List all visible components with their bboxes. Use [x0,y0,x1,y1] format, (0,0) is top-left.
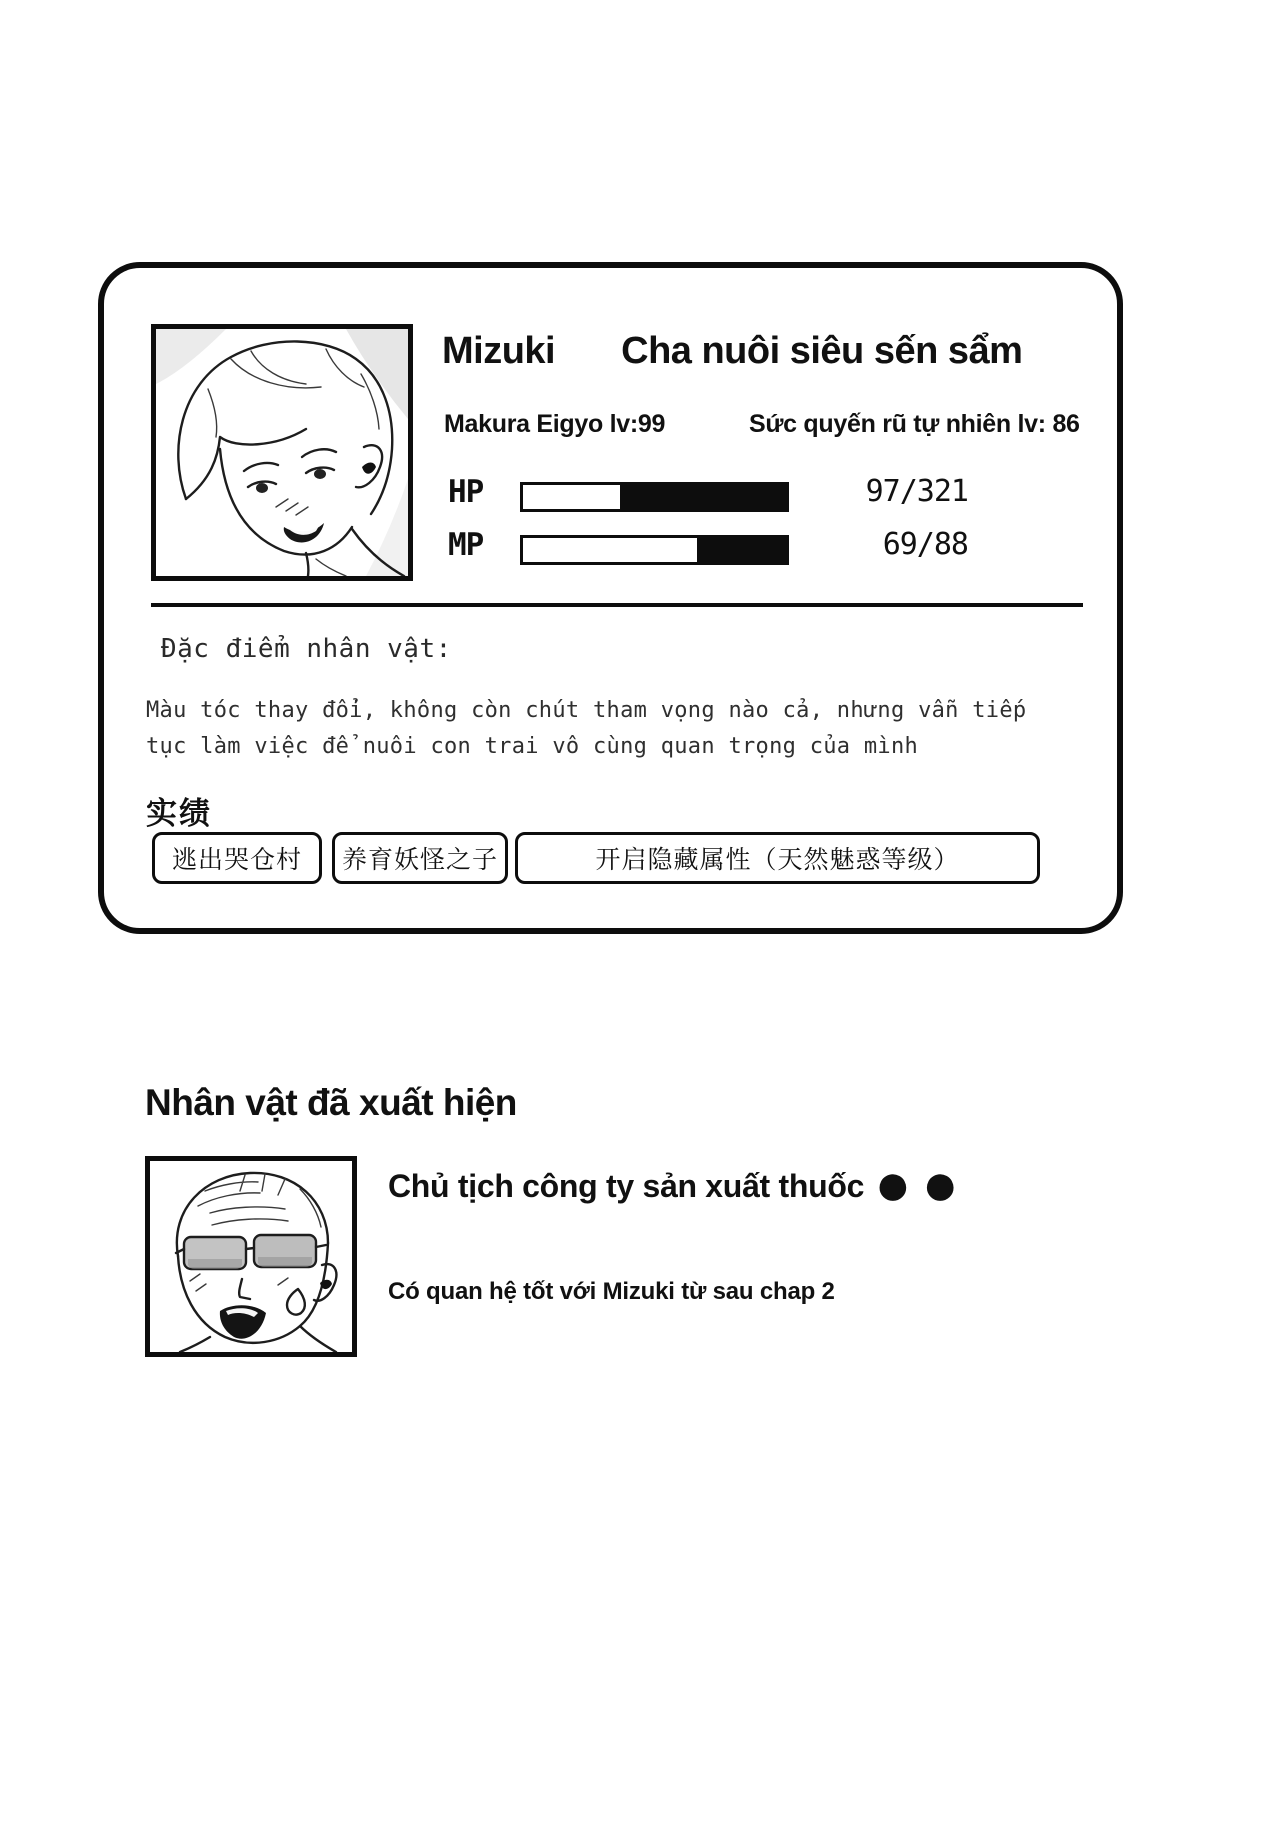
card-divider [151,603,1083,607]
president-portrait-frame [145,1156,357,1357]
mizuki-portrait-frame [151,324,413,581]
president-entry-note: Có quan hệ tốt với Mizuki từ sau chap 2 [388,1278,835,1305]
achievement-badge-raise-youkai-child: 养育妖怪之子 [332,832,508,884]
mp-bar-current [523,538,697,562]
mp-bar [520,535,789,565]
hp-value: 97/321 [865,474,968,509]
hp-bar-current [523,485,620,509]
achievements-heading: 实绩 [146,796,212,831]
traits-line-2: tục làm việc để nuôi con trai vô cùng quan trọng của mình [146,734,919,759]
character-epithet: Cha nuôi siêu sến sẩm [621,330,1023,372]
stat-natural-charm-level: Sức quyến rũ tự nhiên lv: 86 [749,410,1080,438]
stat-makura-eigyo-level: Makura Eigyo lv:99 [444,410,666,438]
censored-name-dots: ●● [874,1149,969,1219]
mp-value: 69/88 [882,527,968,562]
traits-line-1: Màu tóc thay đổi, không còn chút tham vọng nào cả, nhưng vẫn tiếp [146,698,1027,723]
president-entry-title-row [388,1149,969,1219]
achievement-badge-escape-village: 逃出哭仓村 [152,832,322,884]
president-portrait-image [150,1161,352,1352]
character-name: Mizuki [442,330,556,372]
card-title-row [442,330,1022,373]
hp-label: HP [448,474,484,510]
mp-label: MP [448,527,484,563]
traits-heading: Đặc điểm nhân vật: [161,634,452,664]
achievement-badge-hidden-attribute: 开启隐藏属性（天然魅惑等级） [515,832,1040,884]
president-entry-title: Chủ tịch công ty sản xuất thuốc [388,1168,865,1204]
appeared-characters-heading: Nhân vật đã xuất hiện [145,1082,517,1123]
status-card [98,262,1123,934]
hp-bar [520,482,789,512]
mizuki-portrait-image [156,329,408,576]
